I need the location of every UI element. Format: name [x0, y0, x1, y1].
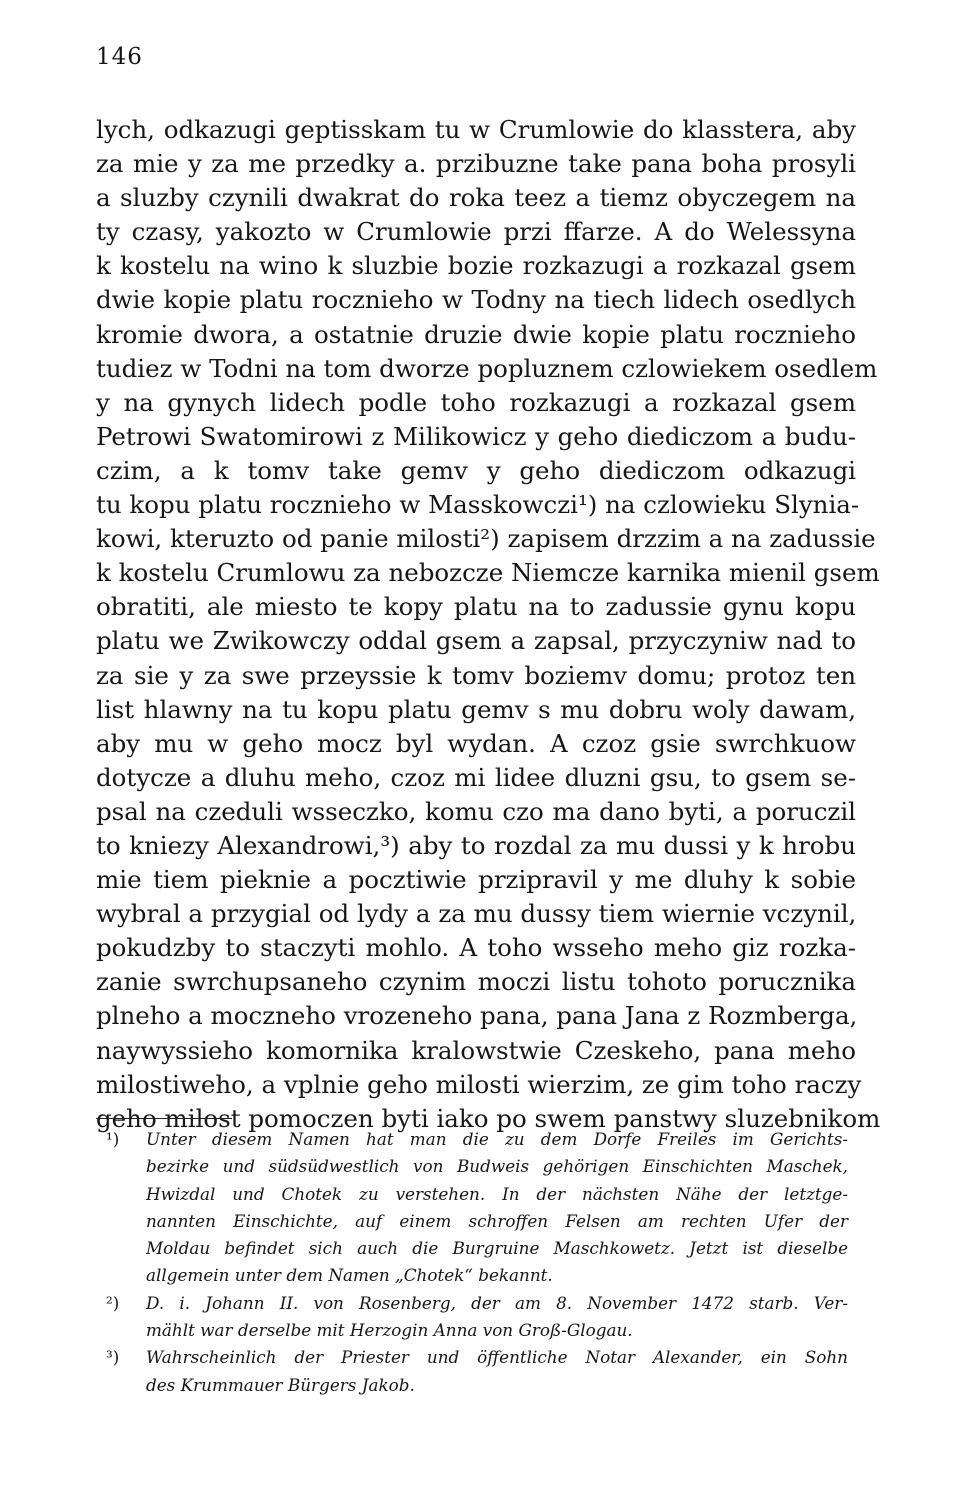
text-line: y na gynych lidech podle toho rozkazugi a rozkazal gsem	[96, 387, 856, 417]
text-line: lych, odkazugi geptisskam tu w Crumlowie do klasstera, aby	[96, 115, 856, 144]
footnotes	[106, 1126, 848, 1399]
footnote-line: bezirke und südsüdwestlich von Budweis gehörigen Einschichten Maschek,	[146, 1156, 848, 1177]
text-line: naywyssieho komornika kralowstwie Czeskeho, pana meho	[96, 1035, 856, 1065]
text-line: tudiez w Todni na tom dworze popluznem czlowiekem osedlem	[96, 353, 878, 383]
text-line: platu we Zwikowczy oddal gsem a zapsal, przyczyniw nad to	[96, 626, 856, 656]
footnote-line: des Krummauer Bürgers Jakob.	[146, 1374, 415, 1395]
footnote-marker: ¹)	[106, 1129, 120, 1149]
text-line: kromie dwora, a ostatnie druzie dwie kopie platu rocznieho	[96, 319, 856, 349]
text-line: zanie swrchupsaneho czynim moczi listu tohoto porucznika	[96, 967, 856, 997]
text-line: za sie y za swe przeyssie k tomv boziemv domu; protoz ten	[96, 660, 856, 690]
text-line: geho milost pomoczen byti iako po swem panstwy sluzebnikom	[96, 1103, 881, 1133]
footnote-line: D. i. Johann II. von Rosenberg, der am 8. November 1472 starb. Ver-	[146, 1292, 848, 1313]
footnote-line: nannten Einschichte, auf einem schroffen Felsen am rechten Ufer der	[146, 1210, 848, 1231]
footnote-line: allgemein unter dem Namen „Chotek“ bekannt.	[146, 1265, 553, 1286]
footnote-line: Unter diesem Namen hat man die zu dem Dorfe Freiles im Gerichts-	[146, 1129, 848, 1149]
text-line: kowi, kteruzto od panie milosti²) zapisem drzzim a na zadussie	[96, 524, 876, 554]
text-line: dotycze a dluhu meho, czoz mi lidee dluzni gsu, to gsem se-	[96, 762, 856, 792]
text-line: Petrowi Swatomirowi z Milikowicz y geho diediczom a budu-	[96, 421, 856, 451]
footnote-separator	[96, 1118, 232, 1119]
text-line: k kostelu na wino k sluzbie bozie rozkazugi a rozkazal gsem	[96, 251, 856, 281]
footnote-marker: ³)	[106, 1347, 120, 1368]
text-line: a sluzby czynili dwakrat do roka teez a tiemz obyczegem na	[96, 183, 856, 213]
text-line: obratiti, ale miesto te kopy platu na to zadussie gynu kopu	[96, 592, 856, 622]
text-line: pokudzby to staczyti mohlo. A toho wsseho meho giz rozka-	[96, 933, 856, 963]
footnote-marker: ²)	[106, 1292, 120, 1313]
footnote	[106, 1290, 848, 1345]
text-line: mie tiem pieknie a pocztiwie przipravil y me dluhy k sobie	[96, 865, 856, 895]
text-line: wybral a przygial od lydy a za mu dussy tiem wiernie vczynil,	[96, 899, 857, 929]
footnote-line: mählt war derselbe mit Herzogin Anna von Groß-Glogau.	[146, 1320, 633, 1341]
text-line: aby mu w geho mocz byl wydan. A czoz gsie swrchkuow	[96, 728, 856, 758]
text-line: plneho a moczneho vrozeneho pana, pana Jana z Rozmberga,	[96, 1001, 858, 1031]
text-line: list hlawny na tu kopu platu gemv s mu dobru woly dawam,	[96, 694, 856, 724]
footnote-line: Wahrscheinlich der Priester und öffentliche Notar Alexander, ein Sohn	[146, 1347, 848, 1368]
footnote-line: Moldau befindet sich auch die Burgruine Maschkowetz. Jetzt ist dieselbe	[146, 1238, 848, 1259]
footnote-line: Hwizdal und Chotek zu verstehen. In der nächsten Nähe der letztge-	[146, 1183, 848, 1204]
text-line: czim, a k tomv take gemv y geho diediczom odkazugi	[96, 455, 856, 485]
page-number: 146	[96, 44, 143, 70]
text-line: ty czasy, yakozto w Crumlowie przi ffarze. A do Welessyna	[96, 217, 856, 247]
footnote	[106, 1126, 848, 1290]
text-line: milostiweho, a vplnie geho milosti wierzim, ze gim toho raczy	[96, 1069, 862, 1099]
text-line: dwie kopie platu rocznieho w Todny na tiech lidech osedlych	[96, 285, 856, 315]
footnote	[106, 1344, 848, 1399]
text-line: za mie y za me przedky a. przibuzne take pana boha prosyli	[96, 149, 856, 179]
body-text	[96, 113, 881, 1136]
text-line: k kostelu Crumlowu za nebozcze Niemcze karnika mienil gsem	[96, 558, 880, 588]
text-line: psal na czeduli wsseczko, komu czo ma dano byti, a poruczil	[96, 796, 856, 826]
text-line: tu kopu platu rocznieho w Masskowczi¹) na czlowieku Slynia-	[96, 490, 860, 520]
text-line: to kniezy Alexandrowi,³) aby to rozdal za mu dussi y k hrobu	[96, 830, 856, 860]
